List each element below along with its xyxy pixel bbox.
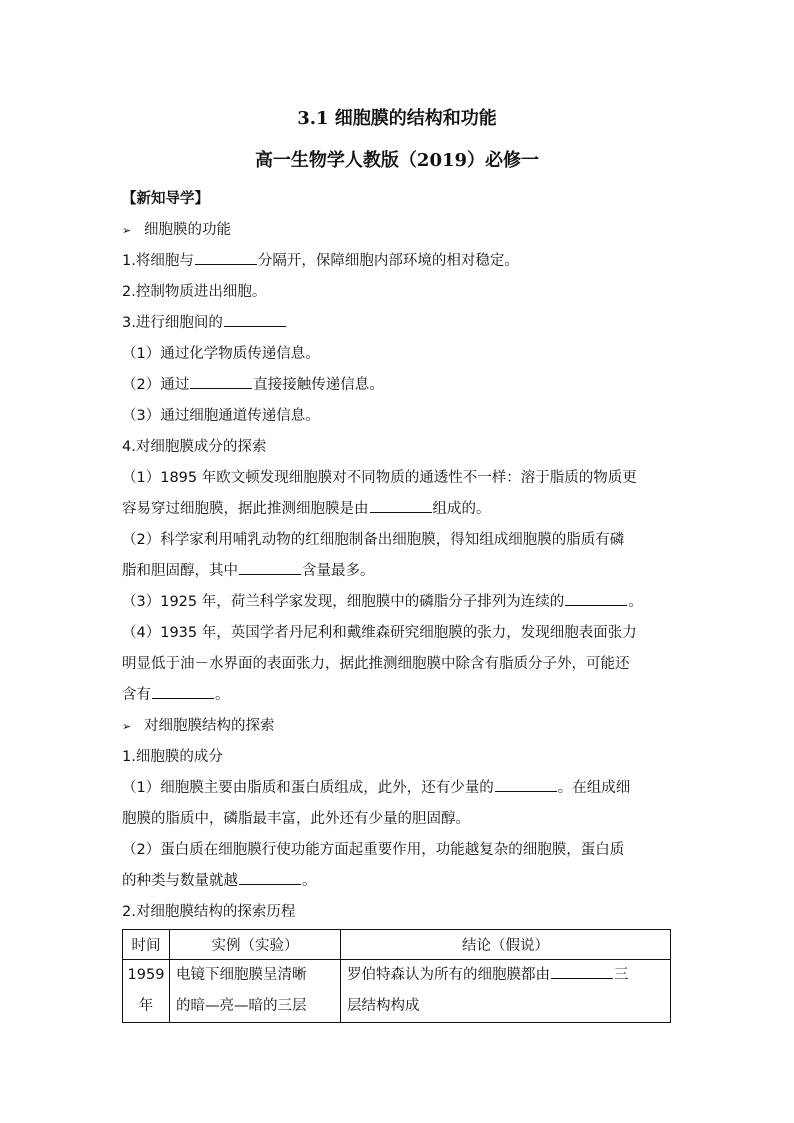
fill-blank[interactable] [239, 560, 301, 575]
explore-title: 4.对细胞膜成分的探索 [122, 439, 267, 455]
table-header-row [123, 930, 671, 960]
history-title: 2.对细胞膜结构的探索历程 [122, 904, 296, 920]
function-1 [122, 246, 682, 277]
arrow-bullet-icon: ➢ [122, 224, 132, 237]
composition-1-line-2: 胞膜的脂质中，磷脂最丰富，此外还有少量的胆固醇。 [122, 811, 470, 827]
explore-4-line-2: 明显低于油－水界面的表面张力，据此推测细胞膜中除含有脂质分子外，可能还 [122, 656, 630, 672]
explore-4-line-3 [122, 680, 682, 711]
text-segment: 容易穿过细胞膜，据此推测细胞膜是由 [122, 501, 369, 517]
function-3-1: （1）通过化学物质传递信息。 [122, 346, 320, 362]
text-segment: 组成的。 [432, 501, 491, 517]
cell-line: 的暗—亮—暗的三层 [176, 998, 307, 1014]
fill-blank[interactable] [152, 684, 214, 699]
explore-3 [122, 587, 682, 618]
composition-1-line-1 [122, 773, 682, 804]
text-segment: 分隔开，保障细胞内部环境的相对稳定。 [257, 253, 519, 269]
table-cell-conclusion [341, 960, 671, 1023]
function-3 [122, 308, 682, 339]
fill-blank[interactable] [239, 870, 301, 885]
text-segment: 。在组成细 [557, 780, 631, 796]
fill-blank[interactable] [551, 964, 613, 979]
cell-line: 年 [138, 998, 154, 1014]
fill-blank[interactable] [495, 777, 557, 792]
composition-2-line-2 [122, 866, 682, 897]
text-segment: 的种类与数量就越 [122, 873, 238, 889]
table-header-time: 时间 [123, 930, 170, 960]
history-table [122, 929, 671, 1023]
fill-blank[interactable] [565, 591, 627, 606]
composition-2-line-1: （2）蛋白质在细胞膜行使功能方面起重要作用，功能越复杂的细胞膜，蛋白质 [122, 842, 625, 858]
text-segment: 含量最多。 [302, 563, 375, 579]
text-segment: 罗伯特森认为所有的细胞膜都由 [347, 967, 550, 983]
fill-blank[interactable] [190, 374, 252, 389]
text-segment: 。 [628, 594, 643, 610]
text-segment: 含有 [122, 687, 151, 703]
text-segment: 三 [614, 967, 629, 983]
bullet-label: 细胞膜的功能 [144, 222, 231, 238]
table-header-conclusion: 结论（假说） [341, 930, 671, 960]
fill-blank[interactable] [195, 250, 257, 265]
function-3-3: （3）通过细胞通道传递信息。 [122, 408, 320, 424]
page-subtitle: 高一生物学人教版（2019）必修一 [254, 150, 540, 171]
bullet-heading-function [122, 215, 682, 246]
table-header-example: 实例（实验） [170, 930, 341, 960]
bullet-heading-structure [122, 711, 682, 742]
fill-blank[interactable] [224, 312, 286, 327]
cell-line: 1959 [127, 967, 165, 983]
table-cell-example [170, 960, 341, 1023]
cell-line [347, 960, 664, 991]
table-row [123, 960, 671, 1023]
arrow-bullet-icon: ➢ [122, 720, 132, 733]
text-segment: 脂和胆固醇，其中 [122, 563, 238, 579]
text-segment: 。 [302, 873, 317, 889]
cell-line: 层结构构成 [347, 998, 420, 1014]
explore-2-line-2 [122, 556, 682, 587]
text-segment: （1）细胞膜主要由脂质和蛋白质组成，此外，还有少量的 [122, 780, 494, 796]
explore-2-line-1: （2）科学家利用哺乳动物的红细胞制备出细胞膜，得知组成细胞膜的脂质有磷 [122, 532, 625, 548]
explore-1-line-1: （1）1895 年欧文顿发现细胞膜对不同物质的通透性不一样：溶于脂质的物质更 [122, 470, 637, 486]
explore-4-line-1: （4）1935 年，英国学者丹尼利和戴维森研究细胞膜的张力，发现细胞表面张力 [122, 625, 637, 641]
text-segment: 直接接触传递信息。 [253, 377, 384, 393]
text-segment: （2）通过 [122, 377, 190, 393]
function-2: 2.控制物质进出细胞。 [122, 284, 267, 300]
document-body [122, 184, 682, 928]
composition-title: 1.细胞膜的成分 [122, 749, 223, 765]
explore-1-line-2 [122, 494, 682, 525]
text-segment: 3.进行细胞间的 [122, 315, 223, 331]
text-segment: 。 [215, 687, 230, 703]
fill-blank[interactable] [370, 498, 432, 513]
page-title: 3.1 细胞膜的结构和功能 [297, 108, 497, 129]
cell-line: 电镜下细胞膜呈清晰 [176, 967, 307, 983]
section-heading: 【新知导学】 [122, 191, 209, 207]
text-segment: 1.将细胞与 [122, 253, 194, 269]
text-segment: （3）1925 年，荷兰科学家发现，细胞膜中的磷脂分子排列为连续的 [122, 594, 565, 610]
table-cell-time [123, 960, 170, 1023]
function-3-2 [122, 370, 682, 401]
bullet-label: 对细胞膜结构的探索 [144, 718, 275, 734]
